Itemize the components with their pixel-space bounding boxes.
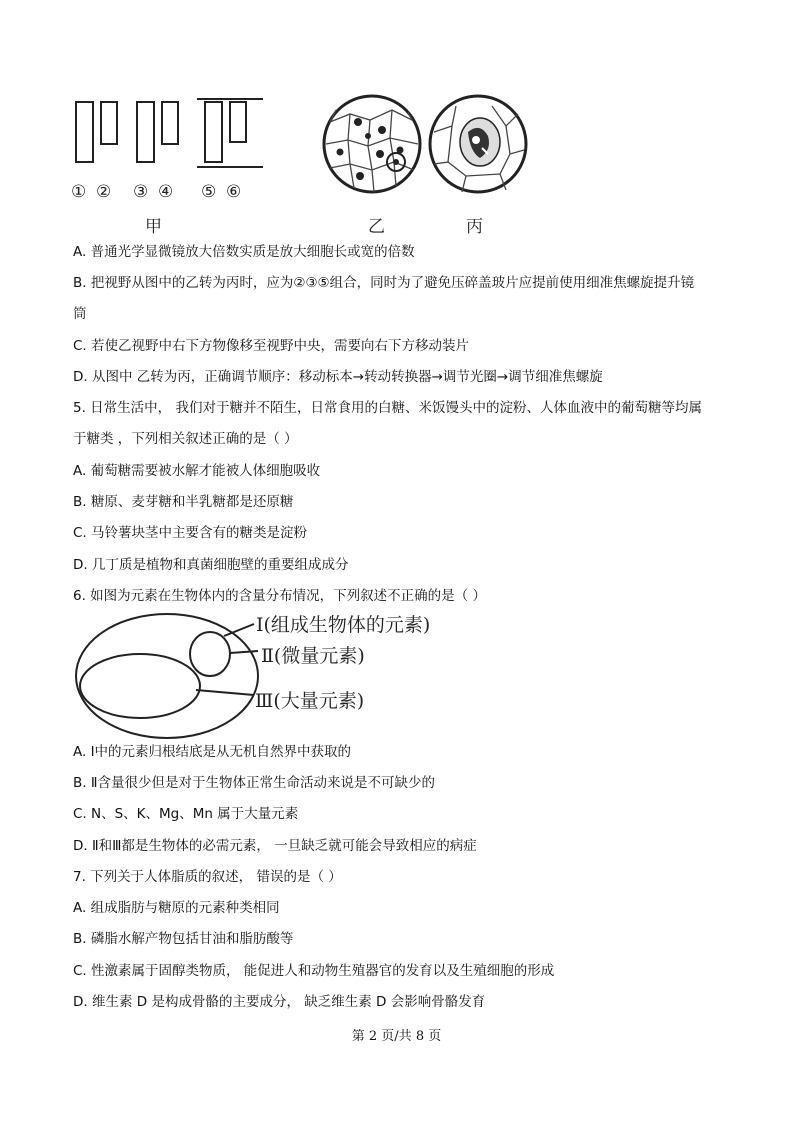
- q7-option-a: A. 组成脂肪与糖原的元素种类相同: [73, 900, 280, 916]
- q4-option-d: D. 从图中 乙转为丙，正确调节顺序：移动标本→转动转换器→调节光圈→调节细准焦螺旋: [73, 369, 603, 385]
- q4-option-a: A. 普通光学显微镜放大倍数实质是放大细胞长或宽的倍数: [73, 244, 415, 260]
- venn-label-i: Ⅰ(组成生物体的元素): [256, 614, 431, 636]
- microscope-field-bing: [426, 92, 530, 196]
- lens-number-2: ②: [96, 182, 112, 202]
- q5-option-c: C. 马铃薯块茎中主要含有的糖类是淀粉: [73, 525, 308, 541]
- lens-number-4: ④: [158, 182, 174, 202]
- q5-stem-line2: 于糖类 ，下列相关叙述正确的是（ ）: [73, 431, 298, 447]
- figure-label-yi: 乙: [368, 217, 385, 237]
- q7-option-c: C. 性激素属于固醇类物质， 能促进人和动物生殖器官的发育以及生殖细胞的形成: [73, 963, 555, 979]
- q6-option-b: B. Ⅱ含量很少但是对于生物体正常生命活动来说是不可缺少的: [73, 775, 435, 791]
- lens-number-6: ⑥: [226, 182, 242, 202]
- q6-option-a: A. Ⅰ中的元素归根结底是从无机自然界中获取的: [73, 744, 352, 760]
- q6-stem: 6. 如图为元素在生物体内的含量分布情况，下列叙述不正确的是（ ）: [73, 588, 486, 604]
- figure-label-jia: 甲: [145, 217, 162, 237]
- lens-number-1: ①: [71, 182, 87, 202]
- q5-option-d: D. 几丁质是植物和真菌细胞壁的重要组成成分: [73, 557, 349, 573]
- q4-option-b-cont: 筒: [73, 306, 87, 322]
- q6-option-c: C. N、S、K、Mg、Mn 属于大量元素: [73, 806, 299, 822]
- microscope-field-yi: [320, 92, 424, 196]
- venn-label-iii: Ⅲ(大量元素): [255, 690, 365, 712]
- lens-diagram-jia: [70, 95, 270, 175]
- page-footer: 第 2 页/共 8 页: [351, 1029, 442, 1044]
- figure-label-bing: 丙: [466, 217, 483, 237]
- q5-stem-line1: 5. 日常生活中， 我们对于糖并不陌生，日常食用的白糖、米饭馒头中的淀粉、人体血液中的葡萄糖等均属: [73, 400, 702, 416]
- q7-stem: 7. 下列关于人体脂质的叙述， 错误的是（ ）: [73, 869, 342, 885]
- q4-option-c: C. 若使乙视野中右下方物像移至视野中央，需要向右下方移动装片: [73, 338, 470, 354]
- q7-option-d: D. 维生素 D 是构成骨骼的主要成分， 缺乏维生素 D 会影响骨骼发育: [73, 994, 486, 1010]
- element-venn-diagram: [72, 608, 272, 743]
- q5-option-a: A. 葡萄糖需要被水解才能被人体细胞吸收: [73, 463, 321, 479]
- q5-option-b: B. 糖原、麦芽糖和半乳糖都是还原糖: [73, 494, 294, 510]
- venn-label-ii: Ⅱ(微量元素): [261, 645, 365, 667]
- q4-option-b: B. 把视野从图中的乙转为丙时，应为②③⑤组合，同时为了避免压碎盖玻片应提前使用细准焦螺旋提升镜: [73, 275, 695, 291]
- lens-number-5: ⑤: [201, 182, 217, 202]
- q6-option-d: D. Ⅱ和Ⅲ都是生物体的必需元素， 一旦缺乏就可能会导致相应的病症: [73, 838, 477, 854]
- lens-number-3: ③: [133, 182, 149, 202]
- q7-option-b: B. 磷脂水解产物包括甘油和脂肪酸等: [73, 931, 294, 947]
